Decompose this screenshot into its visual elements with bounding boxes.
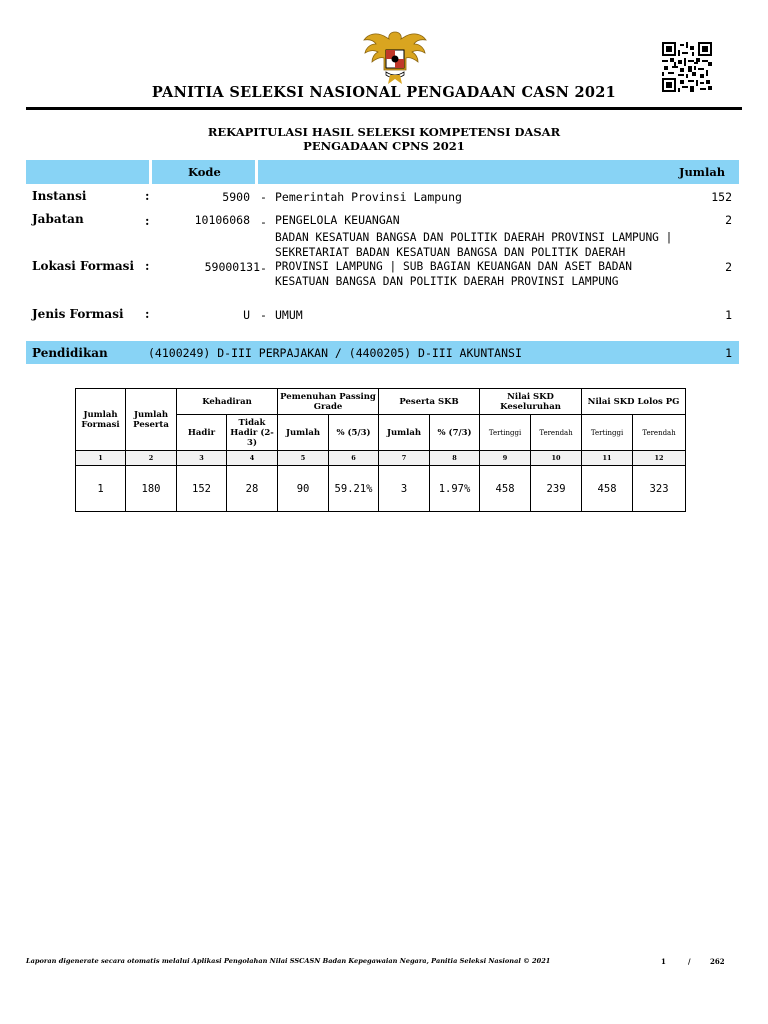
th-skb-persen: % (7/3)	[430, 415, 480, 451]
lokasi-name: BADAN KESATUAN BANGSA DAN POLITIK DAERAH PROVINSI LAMPUNG | SEKRETARIAT BADAN KESATUAN BANGSA DAN POLITIK DAERAH PROVINSI LAMPUNG | SUB BAGIAN KEUANGAN DAN ASET BADAN KESATUAN BANGSA DAN POLITIK DAERAH PROVINSI LAMPUNG	[275, 231, 673, 288]
lokasi-label: Lokasi Formasi	[32, 259, 134, 273]
col-number: 4	[227, 451, 278, 466]
lokasi-dash: -	[260, 261, 267, 275]
pendidikan-value: (4100249) D-III PERPAJAKAN / (4400205) D-III AKUNTANSI	[148, 346, 522, 360]
th-kehadiran: Kehadiran	[177, 389, 278, 415]
column-number-row	[76, 451, 686, 466]
jabatan-count: 2	[725, 213, 732, 227]
th-pemenuhan: Pemenuhan Passing Grade	[278, 389, 379, 415]
header-bar-left	[26, 160, 149, 184]
val-skb-jumlah: 3	[379, 466, 430, 512]
report-title-line2: PENGADAAN CPNS 2021	[303, 139, 465, 153]
org-title: PANITIA SELEKSI NASIONAL PENGADAAN CASN 2021	[151, 84, 617, 101]
jabatan-colon: :	[145, 214, 150, 228]
val-skb-persen: 1.97%	[430, 466, 480, 512]
instansi-name: Pemerintah Provinsi Lampung	[275, 190, 462, 204]
instansi-colon: :	[145, 189, 150, 203]
header-divider	[26, 107, 742, 110]
val-jumlah-peserta: 180	[126, 466, 177, 512]
th-jumlah-peserta: Jumlah Peserta	[126, 389, 177, 451]
lokasi-code: 59000131	[204, 260, 260, 274]
th-tidak-hadir: Tidak Hadir (2-3)	[227, 415, 278, 451]
stats-table	[75, 388, 686, 512]
val-jumlah-formasi: 1	[76, 466, 126, 512]
val-terendah: 239	[531, 466, 582, 512]
pendidikan-label: Pendidikan	[32, 346, 108, 360]
jabatan-code: 10106068	[194, 213, 250, 227]
col-number: 3	[177, 451, 227, 466]
th-skb-jumlah: Jumlah	[379, 415, 430, 451]
instansi-code: 5900	[222, 190, 250, 204]
report-title-line1: REKAPITULASI HASIL SELEKSI KOMPETENSI DASAR	[207, 125, 561, 139]
th-terendah: Terendah	[531, 415, 582, 451]
page-total: 262	[710, 957, 725, 966]
table-row	[76, 466, 686, 512]
jabatan-label: Jabatan	[32, 212, 84, 226]
th-pem-jumlah: Jumlah	[278, 415, 329, 451]
jenis-dash: -	[260, 308, 267, 322]
instansi-count: 152	[711, 190, 732, 204]
th-tertinggi: Tertinggi	[480, 415, 531, 451]
val-pem-persen: 59.21%	[329, 466, 379, 512]
th-pem-persen: % (5/3)	[329, 415, 379, 451]
col-number: 6	[329, 451, 379, 466]
instansi-label: Instansi	[32, 189, 87, 203]
lokasi-colon: :	[145, 259, 150, 273]
th-peserta-skb: Peserta SKB	[379, 389, 480, 415]
pendidikan-count: 1	[725, 346, 732, 360]
jenis-name: UMUM	[275, 308, 303, 322]
page-separator: /	[688, 957, 691, 966]
header-jumlah: Jumlah	[679, 165, 726, 179]
jenis-code: U	[243, 308, 250, 322]
val-tertinggi: 458	[480, 466, 531, 512]
val-tertinggi-lolos: 458	[582, 466, 633, 512]
page-current: 1	[661, 957, 666, 966]
val-hadir: 152	[177, 466, 227, 512]
col-number: 8	[430, 451, 480, 466]
th-tertinggi-lolos: Tertinggi	[582, 415, 633, 451]
jenis-colon: :	[145, 307, 150, 321]
instansi-dash: -	[260, 190, 267, 204]
col-number: 12	[633, 451, 686, 466]
col-number: 7	[379, 451, 430, 466]
jabatan-dash: -	[260, 215, 267, 229]
col-number: 2	[126, 451, 177, 466]
jenis-label: Jenis Formasi	[32, 307, 124, 321]
col-number: 1	[76, 451, 126, 466]
col-number: 11	[582, 451, 633, 466]
val-tidak-hadir: 28	[227, 466, 278, 512]
th-jumlah-formasi: Jumlah Formasi	[76, 389, 126, 451]
garuda-emblem-icon	[362, 26, 428, 90]
th-terendah-lolos: Terendah	[633, 415, 686, 451]
th-nilai-keseluruhan: Nilai SKD Keseluruhan	[480, 389, 582, 415]
header-kode: Kode	[188, 165, 221, 179]
lokasi-count: 2	[725, 260, 732, 274]
col-number: 10	[531, 451, 582, 466]
th-nilai-lolos: Nilai SKD Lolos PG	[582, 389, 686, 415]
jenis-count: 1	[725, 308, 732, 322]
jabatan-name: PENGELOLA KEUANGAN	[275, 213, 400, 227]
val-terendah-lolos: 323	[633, 466, 686, 512]
col-number: 9	[480, 451, 531, 466]
col-number: 5	[278, 451, 329, 466]
val-pem-jumlah: 90	[278, 466, 329, 512]
th-hadir: Hadir	[177, 415, 227, 451]
footer-note: Laporan digenerate secara otomatis melalui Aplikasi Pengolahan Nilai SSCASN Badan Kepegawaian Negara, Panitia Seleksi Nasional © 2021	[26, 957, 551, 965]
header-bar-jumlah	[258, 160, 739, 184]
